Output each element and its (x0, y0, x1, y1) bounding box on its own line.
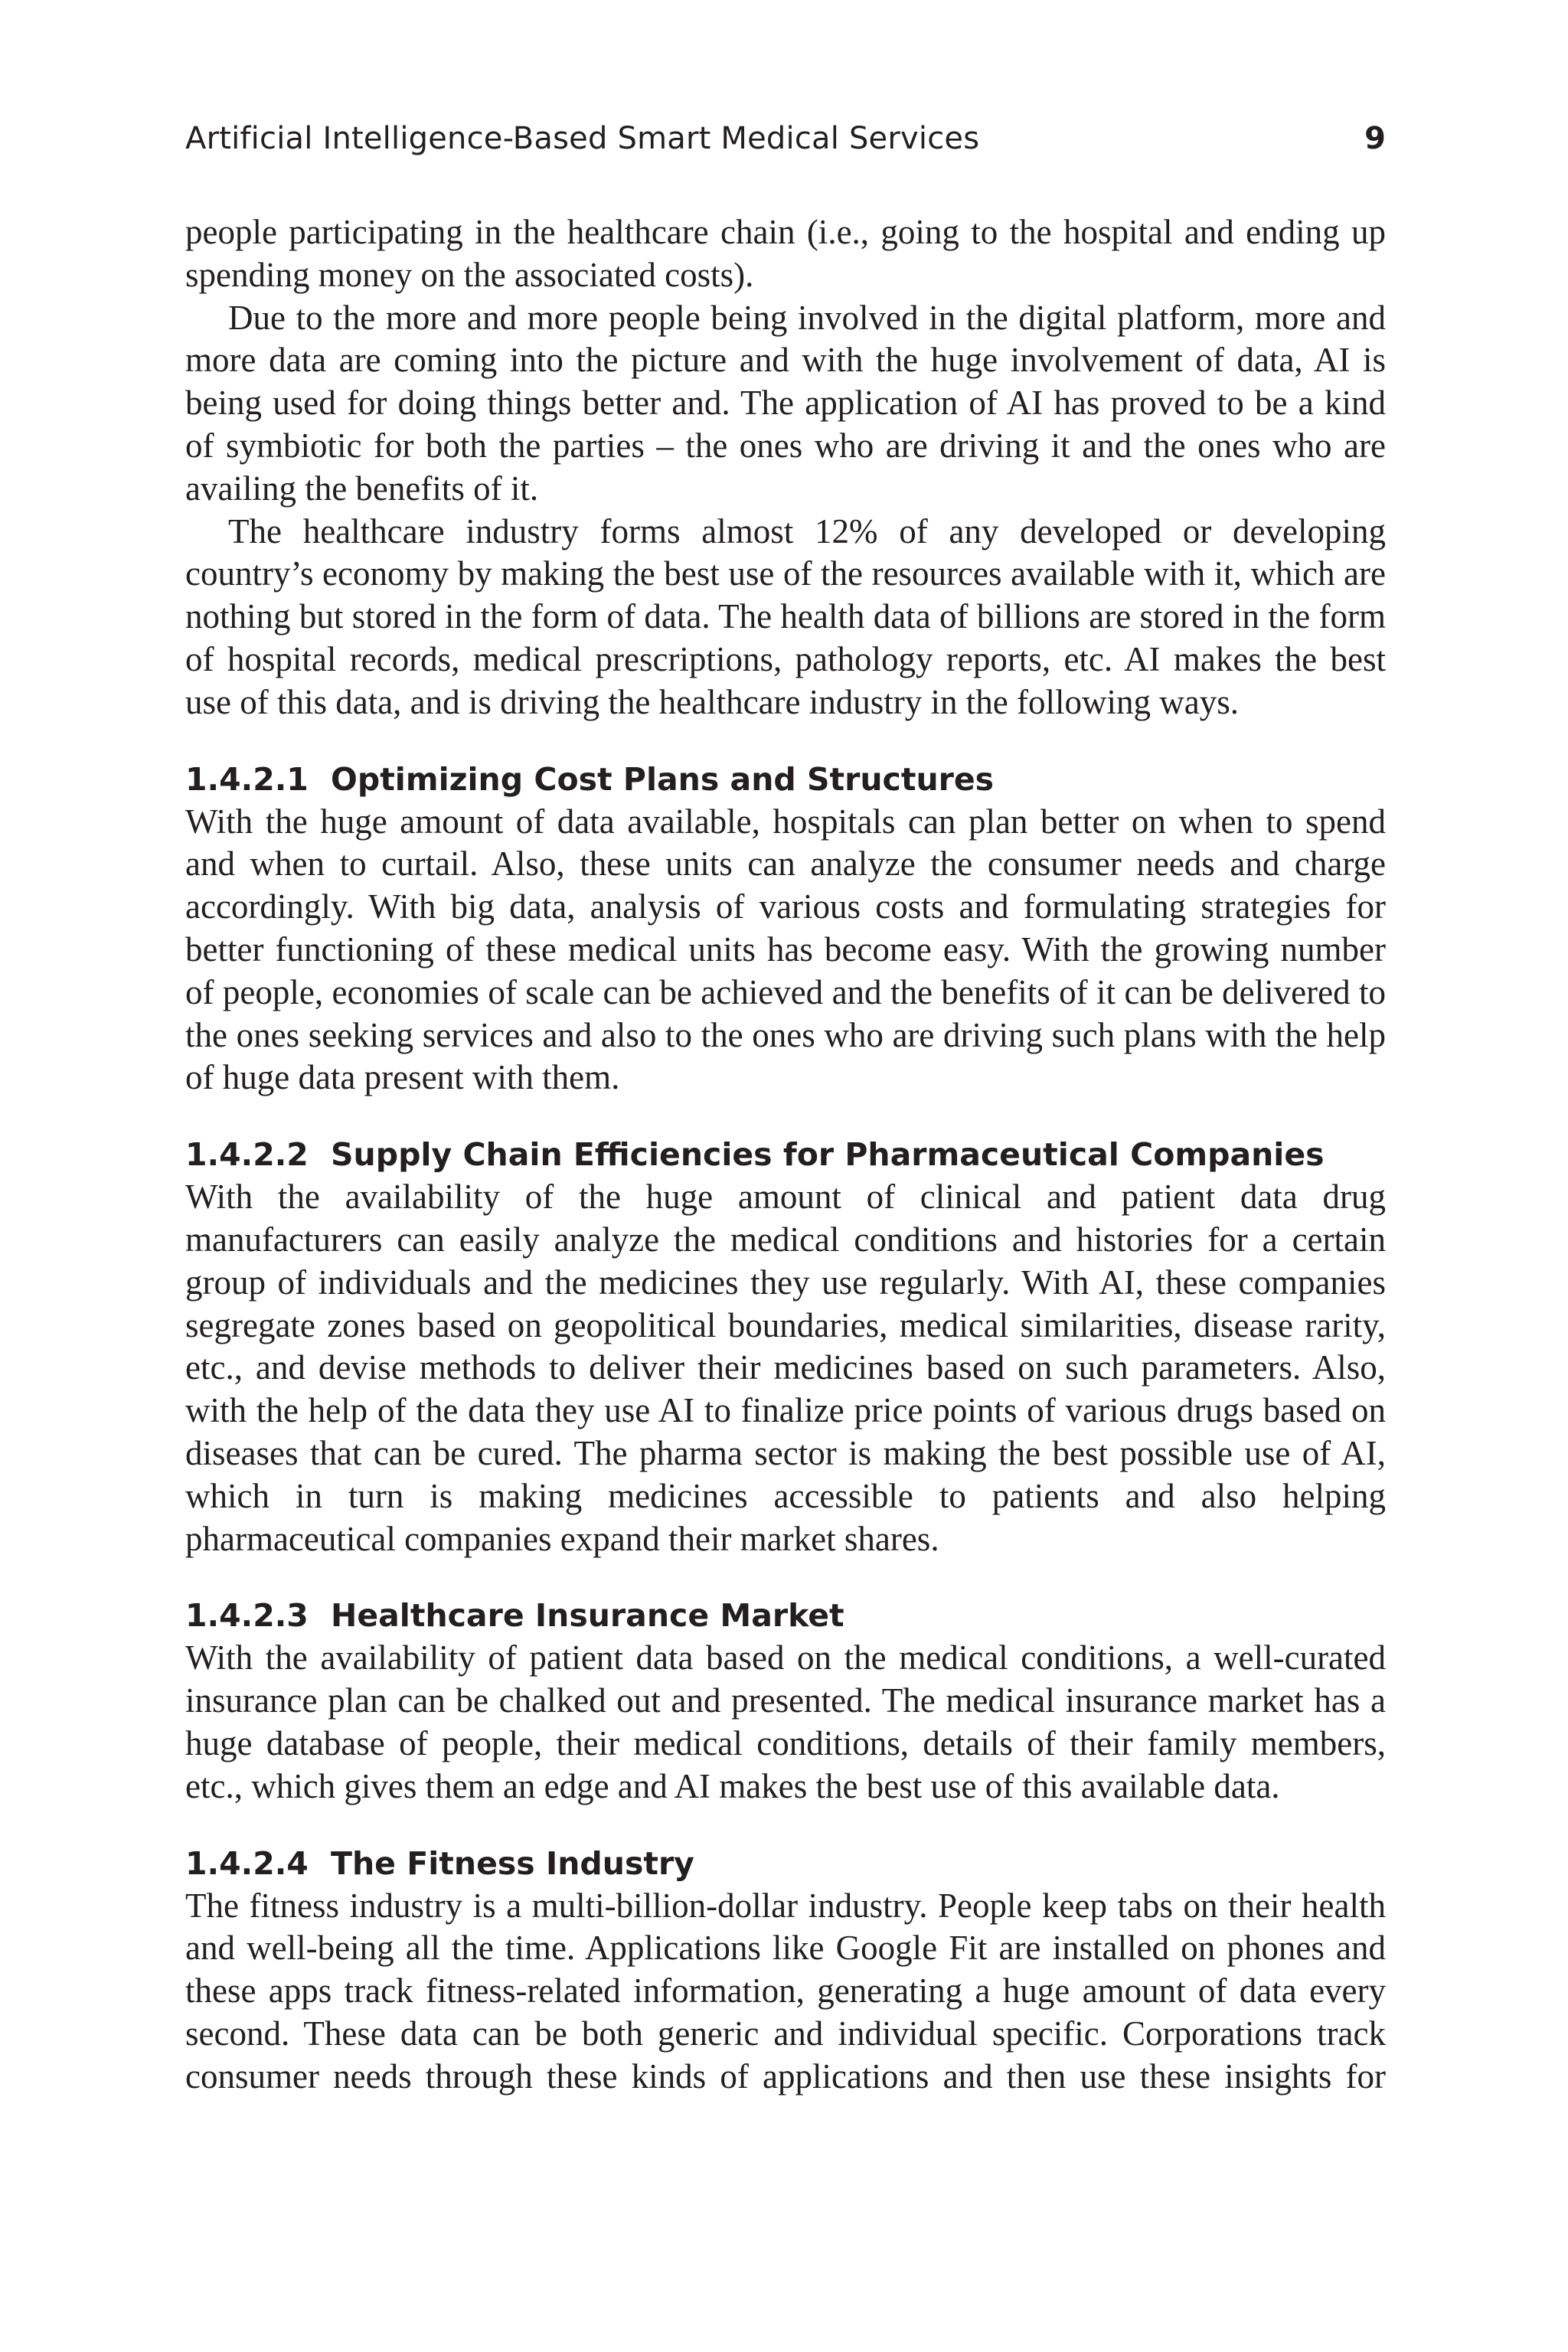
section-heading-supply-chain (185, 1133, 1386, 1176)
body-text (185, 211, 1386, 2098)
running-header (185, 121, 1386, 167)
paragraph-digital-platform: Due to the more and more people being involved in the digital platform, more and more data are coming into the picture and with the huge involvement of data, AI is being used for doing things better and. The application of AI has proved to be a kind of symbiotic for both the parties – the ones who are driving it and the ones who are availing the benefits of it. (185, 298, 1386, 508)
section-title: The Fitness Industry (331, 1844, 694, 1882)
section-title: Optimizing Cost Plans and Structures (331, 760, 995, 798)
section-title: Supply Chain Efficiencies for Pharmaceutical Companies (331, 1136, 1325, 1174)
paragraph-continued: people participating in the healthcare chain (i.e., going to the hospital and ending up spending money on the associated costs). (185, 213, 1386, 294)
section-number: 1.4.2.2 (185, 1136, 309, 1174)
section-number: 1.4.2.3 (185, 1597, 309, 1635)
section-body-fitness: The fitness industry is a multi-billion-dollar industry. People keep tabs on their health and well-being all the time. Applications like Google Fit are installed on phones and these apps track fitness-related information, generating a huge amount of data every second. These data can be both generic and individual specific. Corporations track consumer needs through these kinds of applications and then use these insights for (185, 1886, 1386, 2096)
section-heading-fitness (185, 1842, 1386, 1885)
section-heading-cost-plans (185, 758, 1386, 801)
running-title: Artificial Intelligence-Based Smart Medical Services (185, 121, 980, 156)
page-number: 9 (1364, 121, 1386, 156)
section-heading-insurance (185, 1594, 1386, 1637)
section-body-supply-chain: With the availability of the huge amount of clinical and patient data drug manufacturers can easily analyze the medical conditions and histories for a certain group of individuals and the medicines they use regularly. With AI, these companies segregate zones based on geopolitical boundaries, medical similarities, disease rarity, etc., and devise methods to deliver their medicines based on such parameters. Also, with the help of the data they use AI to finalize price points of various drugs based on diseases that can be cured. The pharma sector is making the best possible use of AI, which in turn is making medicines accessible to patients and also helping pharmaceutical companies expand their market shares. (185, 1178, 1386, 1558)
section-body-cost-plans: With the huge amount of data available, hospitals can plan better on when to spend and when to curtail. Also, these units can analyze the consumer needs and charge accordingly. With big data, analysis of various costs and formulating strategies for better functioning of these medical units has become easy. With the growing number of people, economies of scale can be achieved and the benefits of it can be delivered to the ones seeking services and also to the ones who are driving such plans with the help of huge data present with them. (185, 802, 1386, 1097)
section-number: 1.4.2.1 (185, 760, 309, 798)
paragraph-healthcare-economy: The healthcare industry forms almost 12% of any developed or developing country’s economy by making the best use of the resources available with it, which are nothing but stored in the form of data. The health data of billions are stored in the form of hospital records, medical prescriptions, pathology reports, etc. AI makes the best use of this data, and is driving the healthcare industry in the following ways. (185, 511, 1386, 721)
section-title: Healthcare Insurance Market (331, 1597, 844, 1635)
section-number: 1.4.2.4 (185, 1844, 309, 1882)
section-body-insurance: With the availability of patient data based on the medical conditions, a well-curated insurance plan can be chalked out and presented. The medical insurance market has a huge database of people, their medical conditions, details of their family members, etc., which gives them an edge and AI makes the best use of this available data. (185, 1638, 1386, 1805)
